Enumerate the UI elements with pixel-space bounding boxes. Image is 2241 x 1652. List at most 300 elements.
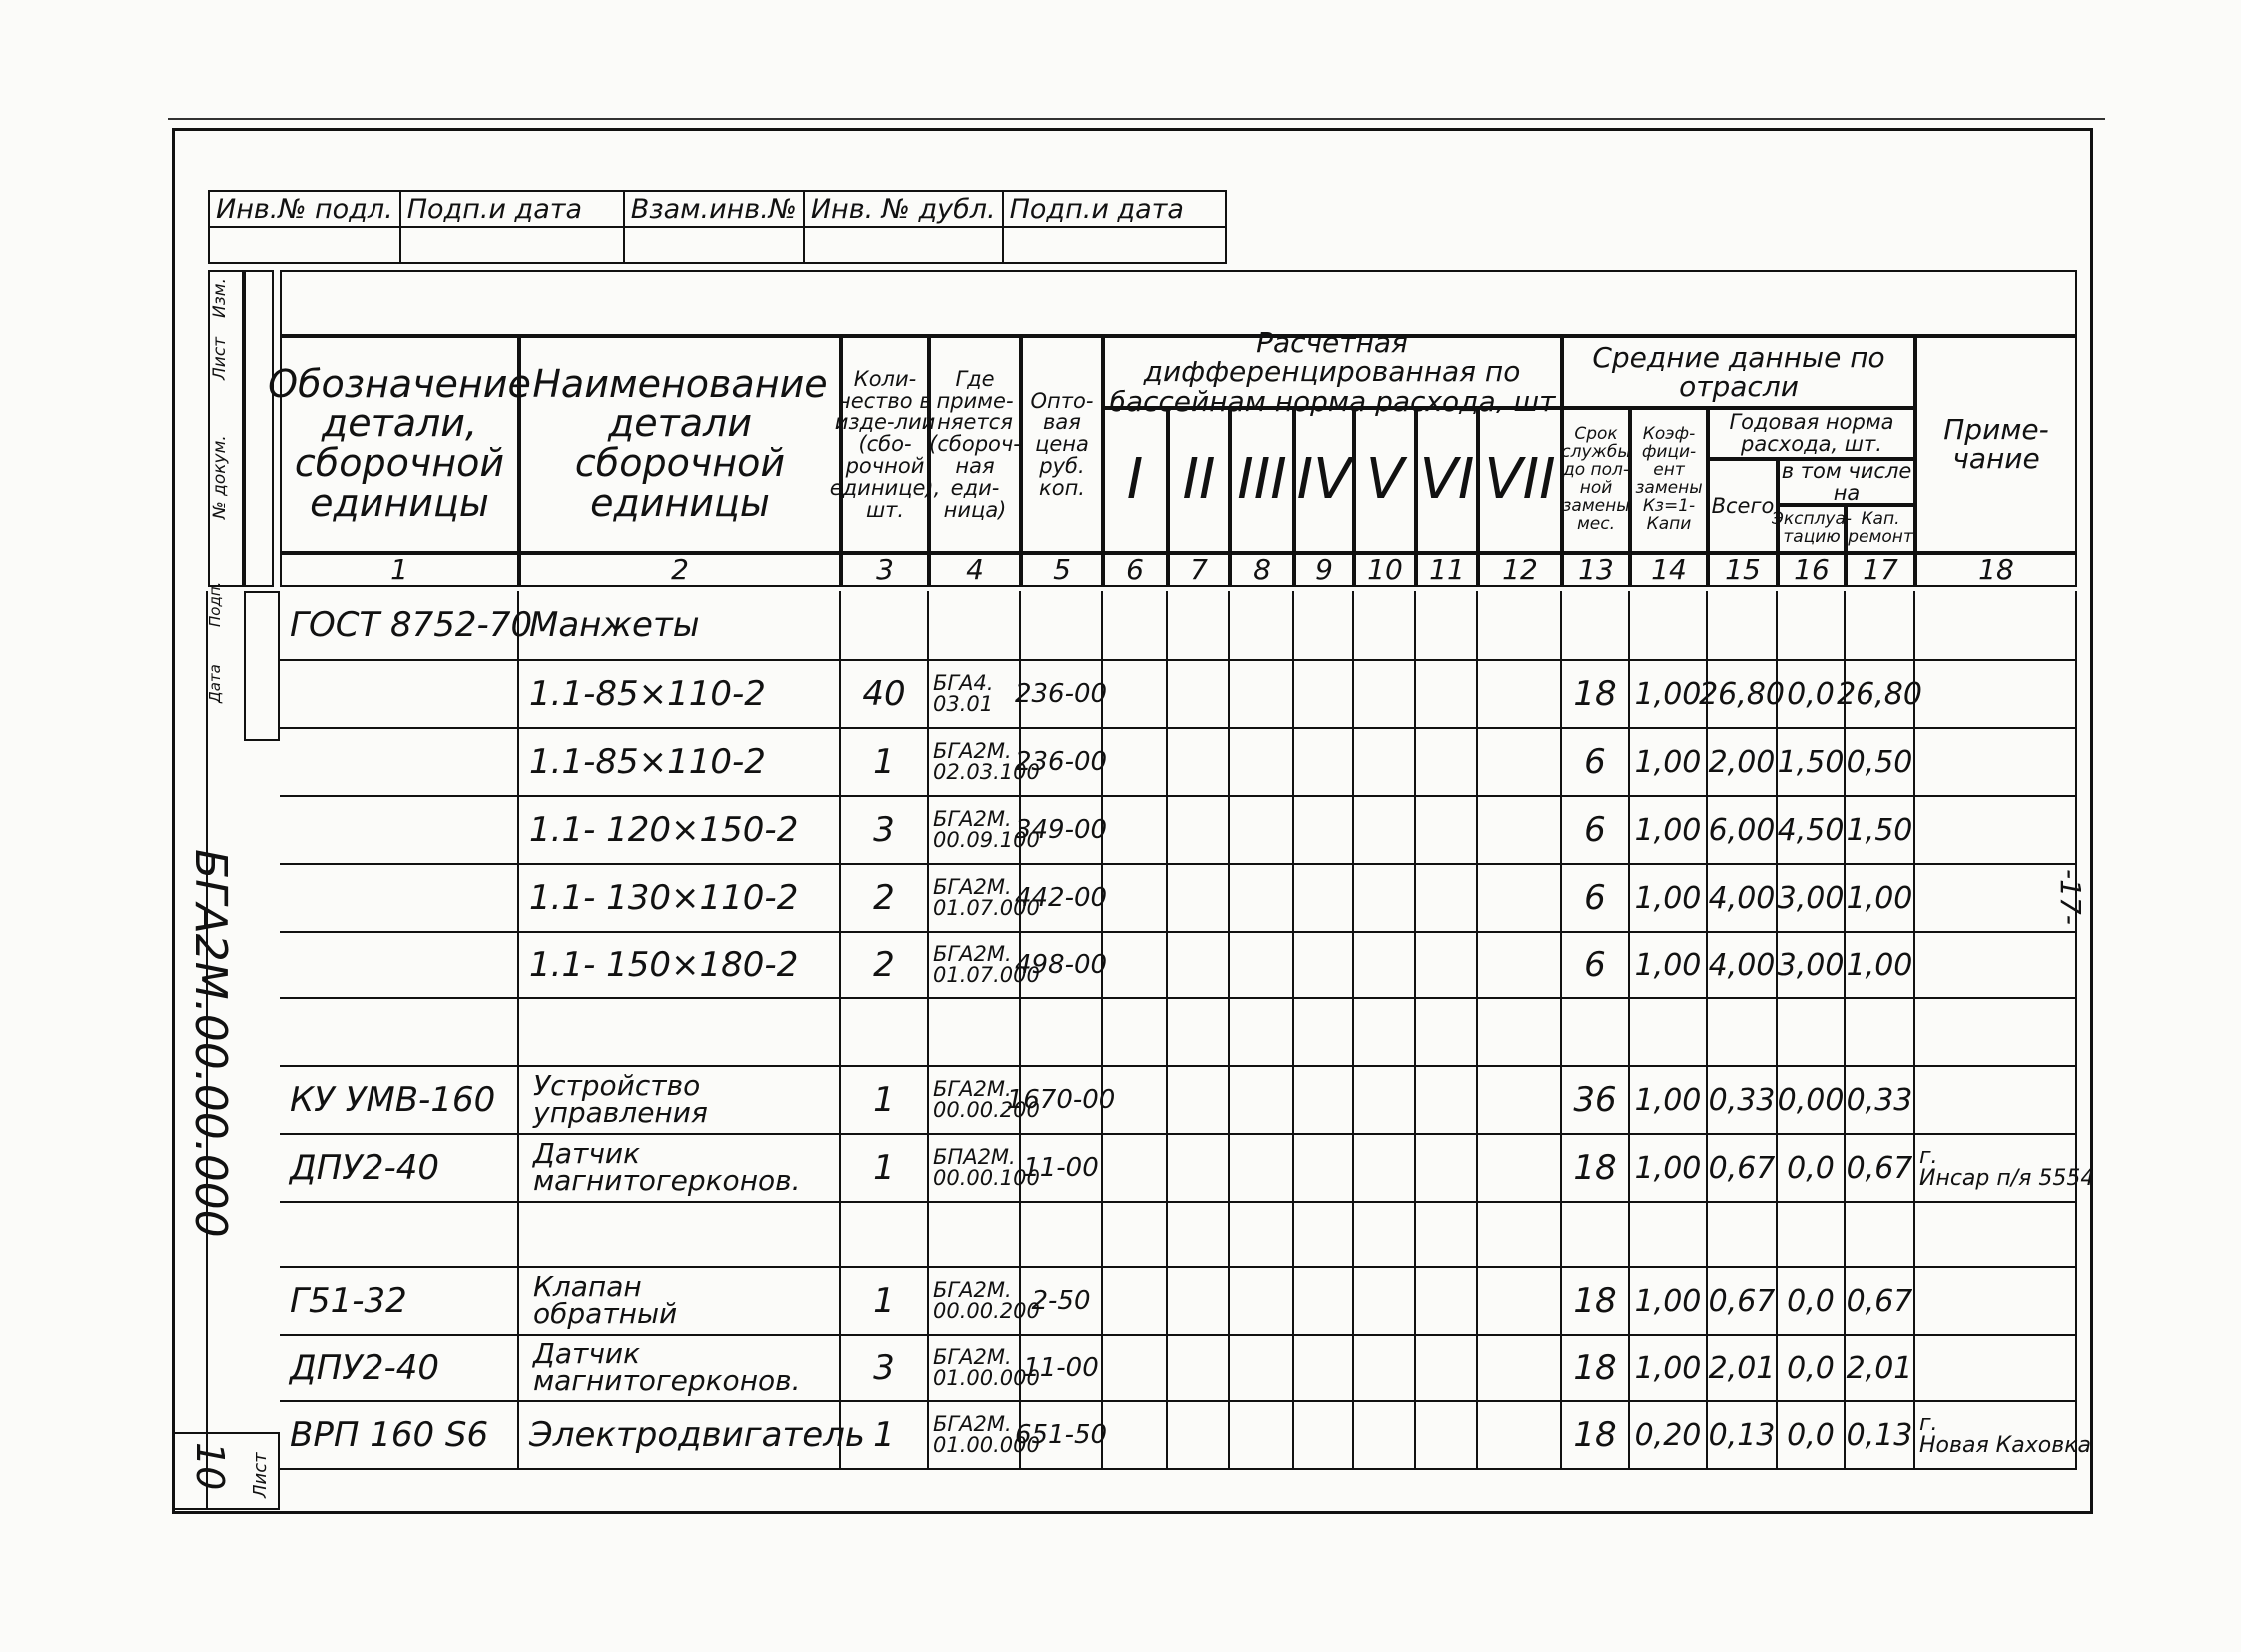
cell-name <box>519 1067 841 1133</box>
cell-line: Устройство <box>533 1069 701 1103</box>
col-number-4: 4 <box>929 553 1021 587</box>
cell-expl: 0,00 <box>1778 1067 1846 1133</box>
cell-code <box>280 1203 519 1266</box>
avg-group-header: Средние данные по отрасли <box>1562 336 1915 408</box>
cell-b2 <box>1168 865 1230 931</box>
cell-line: магнитогерконов. <box>533 1364 801 1397</box>
cell-life: 18 <box>1562 661 1630 727</box>
cell-b1 <box>1103 729 1168 795</box>
cell-price <box>1021 999 1103 1065</box>
cell-name <box>519 1268 841 1334</box>
cell-life: 18 <box>1562 1135 1630 1201</box>
cell-b4 <box>1294 1067 1354 1133</box>
cell-expl <box>1778 591 1846 659</box>
cell-coef <box>1630 591 1708 659</box>
cell-note <box>1915 1135 2095 1201</box>
table-row <box>280 661 2077 729</box>
cell-total: 2,01 <box>1708 1336 1778 1400</box>
year-group-header: Годовая норма расхода, шт. <box>1708 408 1915 459</box>
cell-b3 <box>1230 591 1294 659</box>
cell-b5 <box>1354 797 1416 863</box>
cell-total: 4,00 <box>1708 933 1778 997</box>
cell-b2 <box>1168 1336 1230 1400</box>
cell-cap: 1,00 <box>1846 865 1915 931</box>
cell-b5 <box>1354 1135 1416 1201</box>
stamp-replace-inv: Взам.инв.№ <box>624 191 804 227</box>
cell-expl: 0,0 <box>1778 1336 1846 1400</box>
cell-cap: 0,13 <box>1846 1402 1915 1468</box>
cell-name <box>519 999 841 1065</box>
cell-note <box>1915 1402 2091 1468</box>
cell-price: 11-00 <box>1021 1135 1103 1201</box>
cell-b5 <box>1354 661 1416 727</box>
col-number-7: 7 <box>1168 553 1230 587</box>
cell-name <box>519 1203 841 1266</box>
cell-name: 1.1-85×110-2 <box>519 661 841 727</box>
cell-qty: 2 <box>841 865 929 931</box>
cell-b3 <box>1230 1268 1294 1334</box>
stamp-empty <box>1003 227 1226 263</box>
cell-b3 <box>1230 661 1294 727</box>
body-side-strip-2 <box>244 591 280 741</box>
cell-b6 <box>1416 591 1478 659</box>
cell-b6 <box>1416 1402 1478 1468</box>
col-number-16: 16 <box>1778 553 1846 587</box>
cell-b2 <box>1168 1203 1230 1266</box>
table-header <box>208 270 2077 587</box>
table-row <box>280 1067 2077 1135</box>
cell-b1 <box>1103 797 1168 863</box>
cell-life: 6 <box>1562 797 1630 863</box>
col16-header: Эксплуа-тацию <box>1778 505 1846 553</box>
norm-group-header: Расчетная дифференцированная по бассейнам норма расхода, шт <box>1103 336 1562 408</box>
cell-name: Манжеты <box>519 591 841 659</box>
cell-coef: 1,00 <box>1630 1336 1708 1400</box>
cell-line: БГА2М. <box>933 875 1012 899</box>
cell-code: ВРП 160 S6 <box>280 1402 519 1468</box>
cell-b4 <box>1294 865 1354 931</box>
cell-cap <box>1846 591 1915 659</box>
cell-total: 2,00 <box>1708 729 1778 795</box>
cell-code <box>280 797 519 863</box>
cell-line: Клапан <box>533 1270 642 1304</box>
cell-note <box>1915 933 2077 997</box>
cell-code: ДПУ2-40 <box>280 1135 519 1201</box>
cell-note <box>1915 1203 2077 1266</box>
cell-qty: 1 <box>841 1067 929 1133</box>
cell-expl: 3,00 <box>1778 933 1846 997</box>
cell-life: 36 <box>1562 1067 1630 1133</box>
cell-b2 <box>1168 1402 1230 1468</box>
cell-note <box>1915 661 2077 727</box>
cell-price: 442-00 <box>1021 865 1103 931</box>
table-row <box>280 729 2077 797</box>
cell-price: 651-50 <box>1021 1402 1103 1468</box>
col-number-1: 1 <box>280 553 519 587</box>
cell-code: КУ УМВ-160 <box>280 1067 519 1133</box>
cell-name: Электродвигатель <box>519 1402 841 1468</box>
col3-header: Коли-чество в изде-лии (сбо-рочной единице), шт. <box>841 336 929 553</box>
cell-coef: 1,00 <box>1630 1135 1708 1201</box>
col-number-14: 14 <box>1630 553 1708 587</box>
cell-b7 <box>1478 729 1562 795</box>
cell-code <box>280 999 519 1065</box>
cell-b3 <box>1230 1336 1294 1400</box>
basin-7-header: VII <box>1478 408 1562 553</box>
cell-life: 18 <box>1562 1268 1630 1334</box>
cell-name <box>519 1336 841 1400</box>
cell-coef: 1,00 <box>1630 933 1708 997</box>
cell-line: Инсар п/я 5554 <box>1919 1166 2095 1191</box>
cell-name: 1.1-85×110-2 <box>519 729 841 795</box>
cell-cap: 0,50 <box>1846 729 1915 795</box>
cell-b5 <box>1354 1067 1416 1133</box>
cell-b1 <box>1103 661 1168 727</box>
cell-b4 <box>1294 591 1354 659</box>
cell-life <box>1562 1203 1630 1266</box>
cell-b6 <box>1416 1067 1478 1133</box>
cell-name: 1.1- 130×110-2 <box>519 865 841 931</box>
cell-qty: 40 <box>841 661 929 727</box>
col-number-9: 9 <box>1294 553 1354 587</box>
cell-expl: 0,0 <box>1778 1402 1846 1468</box>
side-stamp-sign: Подп. <box>206 581 224 627</box>
cell-b4 <box>1294 1135 1354 1201</box>
cell-b4 <box>1294 729 1354 795</box>
cell-qty: 1 <box>841 1402 929 1468</box>
cell-cap <box>1846 999 1915 1065</box>
cell-cap: 26,80 <box>1846 661 1915 727</box>
basin-3-header: III <box>1230 408 1294 553</box>
cell-b6 <box>1416 865 1478 931</box>
cell-b2 <box>1168 1268 1230 1334</box>
cell-life: 6 <box>1562 729 1630 795</box>
stamp-inv-original: Инв.№ подл. <box>209 191 400 227</box>
cell-code: ГОСТ 8752-70 <box>280 591 519 659</box>
cell-cap <box>1846 1203 1915 1266</box>
cell-price: 498-00 <box>1021 933 1103 997</box>
col-number-8: 8 <box>1230 553 1294 587</box>
col15-header: Всего <box>1708 459 1778 553</box>
document-code: БГА2М.00.00.000 <box>185 849 236 1238</box>
col-number-15: 15 <box>1708 553 1778 587</box>
cell-where <box>929 1203 1021 1266</box>
cell-b5 <box>1354 999 1416 1065</box>
cell-coef <box>1630 999 1708 1065</box>
cell-b5 <box>1354 1268 1416 1334</box>
cell-note <box>1915 591 2077 659</box>
cell-total: 0,67 <box>1708 1268 1778 1334</box>
stamp-empty <box>209 227 400 263</box>
cell-cap: 0,33 <box>1846 1067 1915 1133</box>
cell-code <box>280 661 519 727</box>
col13-header: Срок службы до пол-ной замены мес. <box>1562 408 1630 553</box>
cell-b1 <box>1103 1135 1168 1201</box>
cell-b3 <box>1230 1203 1294 1266</box>
table-row <box>280 1336 2077 1402</box>
cell-note <box>1915 1336 2077 1400</box>
side-stamp-doc: № докум. <box>210 435 230 519</box>
cell-b5 <box>1354 591 1416 659</box>
cell-line: БГА2М. <box>933 807 1012 831</box>
cell-expl: 0,0 <box>1778 1268 1846 1334</box>
table-row <box>280 933 2077 999</box>
cell-b1 <box>1103 933 1168 997</box>
cell-where <box>929 1135 1040 1201</box>
cell-where <box>929 999 1021 1065</box>
cell-note <box>1915 1067 2077 1133</box>
cell-where <box>929 1402 1040 1468</box>
header-top-band <box>280 270 2077 336</box>
cell-b3 <box>1230 1402 1294 1468</box>
cell-b6 <box>1416 1336 1478 1400</box>
cell-note <box>1915 865 2077 931</box>
cell-qty: 3 <box>841 1336 929 1400</box>
cell-b6 <box>1416 1268 1478 1334</box>
sheet-label: Лист <box>250 1452 271 1498</box>
cell-life: 6 <box>1562 933 1630 997</box>
basin-6-header: VI <box>1416 408 1478 553</box>
cell-price: 236-00 <box>1021 661 1103 727</box>
table-row <box>280 797 2077 865</box>
cell-b3 <box>1230 1067 1294 1133</box>
cell-price: 2-50 <box>1021 1268 1103 1334</box>
cell-cap: 1,00 <box>1846 933 1915 997</box>
cell-coef: 1,00 <box>1630 729 1708 795</box>
sheet-number: 10 <box>188 1442 232 1491</box>
col-number-13: 13 <box>1562 553 1630 587</box>
cell-line: обратный <box>533 1297 678 1330</box>
cell-expl: 4,50 <box>1778 797 1846 863</box>
cell-where <box>929 865 1040 931</box>
cell-price <box>1021 1203 1103 1266</box>
cell-life: 6 <box>1562 865 1630 931</box>
cell-life: 18 <box>1562 1336 1630 1400</box>
cell-b7 <box>1478 1268 1562 1334</box>
cell-price: 236-00 <box>1021 729 1103 795</box>
cell-total: 26,80 <box>1708 661 1778 727</box>
side-stamp-date: Дата <box>206 664 224 703</box>
cell-coef: 1,00 <box>1630 1067 1708 1133</box>
col17-header: Кап. ремонт <box>1846 505 1915 553</box>
cell-b7 <box>1478 999 1562 1065</box>
cell-line: Датчик <box>533 1137 640 1171</box>
cell-line: БГА2М. <box>933 1345 1012 1369</box>
cell-b2 <box>1168 933 1230 997</box>
cell-b6 <box>1416 933 1478 997</box>
basin-5-header: V <box>1354 408 1416 553</box>
cell-coef: 1,00 <box>1630 661 1708 727</box>
cell-b1 <box>1103 1402 1168 1468</box>
cell-line: 00.09.100 <box>933 828 1040 852</box>
cell-b2 <box>1168 1067 1230 1133</box>
cell-code: Г51-32 <box>280 1268 519 1334</box>
cell-note <box>1915 729 2077 795</box>
cell-expl: 1,50 <box>1778 729 1846 795</box>
cell-b2 <box>1168 729 1230 795</box>
side-stamp-izm: Изм. <box>210 278 230 318</box>
cell-b4 <box>1294 1402 1354 1468</box>
cell-life: 18 <box>1562 1402 1630 1468</box>
basin-2-header: II <box>1168 408 1230 553</box>
cell-cap: 1,50 <box>1846 797 1915 863</box>
table-row <box>280 865 2077 933</box>
cell-b3 <box>1230 865 1294 931</box>
cell-b7 <box>1478 591 1562 659</box>
cell-code <box>280 933 519 997</box>
cell-b1 <box>1103 591 1168 659</box>
cell-b2 <box>1168 591 1230 659</box>
cell-b3 <box>1230 729 1294 795</box>
cell-b4 <box>1294 1336 1354 1400</box>
cell-b4 <box>1294 933 1354 997</box>
cell-b4 <box>1294 661 1354 727</box>
stamp-sign-date-2: Подп.и дата <box>1003 191 1226 227</box>
cell-life <box>1562 591 1630 659</box>
cell-b6 <box>1416 661 1478 727</box>
cell-b3 <box>1230 999 1294 1065</box>
cell-b1 <box>1103 999 1168 1065</box>
cell-b7 <box>1478 1203 1562 1266</box>
col-number-12: 12 <box>1478 553 1562 587</box>
approval-stamp <box>208 190 1227 264</box>
cell-qty <box>841 1203 929 1266</box>
cell-b1 <box>1103 1203 1168 1266</box>
cell-expl <box>1778 999 1846 1065</box>
cell-b3 <box>1230 933 1294 997</box>
cell-line: 03.01 <box>933 692 994 716</box>
cell-b5 <box>1354 1203 1416 1266</box>
cell-note <box>1915 1268 2077 1334</box>
table-row <box>280 1135 2095 1203</box>
cell-coef: 1,00 <box>1630 1268 1708 1334</box>
cell-cap: 0,67 <box>1846 1135 1915 1201</box>
stamp-inv-duplicate: Инв. № дубл. <box>804 191 1003 227</box>
table-row <box>280 1203 2077 1268</box>
basin-1-header: I <box>1103 408 1168 553</box>
cell-line: управления <box>533 1096 708 1129</box>
cell-line: г. <box>1919 1144 1938 1169</box>
cell-name: 1.1- 150×180-2 <box>519 933 841 997</box>
cell-coef: 1,00 <box>1630 797 1708 863</box>
cell-coef <box>1630 1203 1708 1266</box>
col-number-17: 17 <box>1846 553 1915 587</box>
cell-b2 <box>1168 797 1230 863</box>
cell-qty: 2 <box>841 933 929 997</box>
cell-b4 <box>1294 797 1354 863</box>
cell-price: 349-00 <box>1021 797 1103 863</box>
cell-line: г. <box>1919 1411 1938 1436</box>
cell-where <box>929 661 1021 727</box>
cell-qty <box>841 591 929 659</box>
cell-expl: 0,0 <box>1778 661 1846 727</box>
cell-b3 <box>1230 1135 1294 1201</box>
stamp-sign-date-1: Подп.и дата <box>400 191 624 227</box>
cell-price <box>1021 591 1103 659</box>
cell-qty: 3 <box>841 797 929 863</box>
cell-line: БГА4. <box>933 671 994 695</box>
cell-where <box>929 797 1040 863</box>
cell-b4 <box>1294 999 1354 1065</box>
col-number-11: 11 <box>1416 553 1478 587</box>
cell-where <box>929 1336 1040 1400</box>
cell-total <box>1708 1203 1778 1266</box>
cell-expl: 0,0 <box>1778 1135 1846 1201</box>
cell-cap: 2,01 <box>1846 1336 1915 1400</box>
cell-name: 1.1- 120×150-2 <box>519 797 841 863</box>
cell-line: Новая Каховка <box>1919 1433 2091 1458</box>
cell-b7 <box>1478 933 1562 997</box>
col-number-18: 18 <box>1915 553 2077 587</box>
col18-header: Приме-чание <box>1915 336 2077 553</box>
cell-where <box>929 933 1040 997</box>
cell-total: 0,13 <box>1708 1402 1778 1468</box>
cell-line: 00.00.200 <box>933 1098 1040 1122</box>
cell-line: 01.00.000 <box>933 1433 1040 1457</box>
cell-line: 01.07.000 <box>933 896 1040 920</box>
cell-line: БГА2М. <box>933 942 1012 966</box>
cell-note <box>1915 999 2077 1065</box>
cell-line: БГА2М. <box>933 1412 1012 1436</box>
page-mark: -17- <box>2054 869 2087 925</box>
cell-line: БГА2М. <box>933 739 1012 763</box>
cell-name <box>519 1135 841 1201</box>
side-stamp-list: Лист <box>210 336 230 380</box>
cell-b1 <box>1103 1268 1168 1334</box>
cell-total: 0,67 <box>1708 1135 1778 1201</box>
cell-total <box>1708 591 1778 659</box>
cell-life <box>1562 999 1630 1065</box>
cell-b5 <box>1354 1402 1416 1468</box>
table-row <box>280 591 2077 661</box>
cell-b2 <box>1168 661 1230 727</box>
cell-line: 00.00.200 <box>933 1299 1040 1323</box>
stamp-empty <box>804 227 1003 263</box>
cell-line: магнитогерконов. <box>533 1164 801 1197</box>
cell-b5 <box>1354 1336 1416 1400</box>
cell-b6 <box>1416 797 1478 863</box>
cell-expl: 3,00 <box>1778 865 1846 931</box>
cell-b7 <box>1478 1402 1562 1468</box>
cell-b5 <box>1354 865 1416 931</box>
cell-line: БПА2М. <box>933 1145 1016 1169</box>
col5-header: Опто-вая цена руб. коп. <box>1021 336 1103 553</box>
cell-b7 <box>1478 797 1562 863</box>
cell-total: 6,00 <box>1708 797 1778 863</box>
table-row <box>280 1402 2091 1470</box>
cell-expl <box>1778 1203 1846 1266</box>
cell-b4 <box>1294 1268 1354 1334</box>
col14-header: Коэф-фици-ент замены Кз=1-Капи <box>1630 408 1708 553</box>
cell-line: 01.00.000 <box>933 1366 1040 1390</box>
cell-price: 11-00 <box>1021 1336 1103 1400</box>
cell-b7 <box>1478 1336 1562 1400</box>
cell-b3 <box>1230 797 1294 863</box>
cell-qty: 1 <box>841 1135 929 1201</box>
cell-b5 <box>1354 933 1416 997</box>
cell-b5 <box>1354 729 1416 795</box>
cell-b4 <box>1294 1203 1354 1266</box>
stamp-empty <box>400 227 624 263</box>
cell-line: Датчик <box>533 1337 640 1371</box>
basin-4-header: IV <box>1294 408 1354 553</box>
cell-b1 <box>1103 865 1168 931</box>
cell-b7 <box>1478 865 1562 931</box>
cell-line: 00.00.100 <box>933 1166 1040 1190</box>
cell-where <box>929 729 1040 795</box>
cell-qty: 1 <box>841 1268 929 1334</box>
cell-b7 <box>1478 661 1562 727</box>
